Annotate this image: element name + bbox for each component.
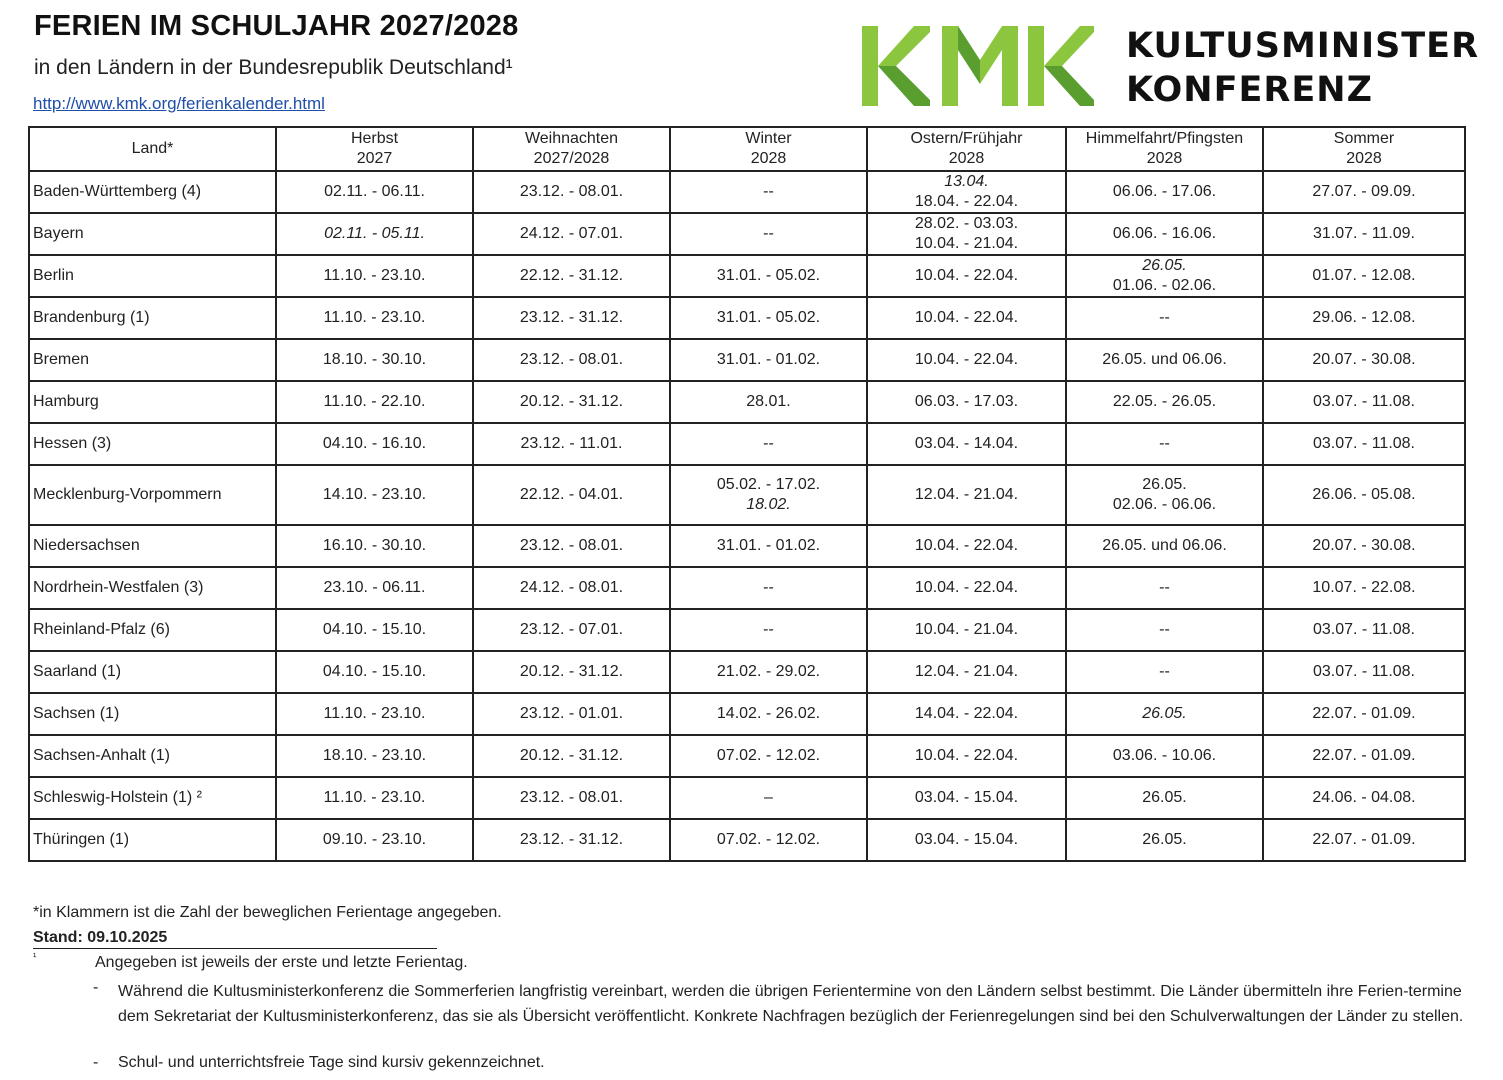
cell-pfingsten: 26.05. und 06.06. — [1066, 339, 1263, 381]
cell-winter: -- — [670, 213, 867, 255]
cell-sommer: 26.06. - 05.08. — [1263, 465, 1465, 525]
cell-ostern: 10.04. - 22.04. — [867, 297, 1066, 339]
cell-ostern: 13.04. 18.04. - 22.04. — [867, 171, 1066, 213]
table-row — [29, 525, 1465, 567]
cell-pfingsten: 06.06. - 17.06. — [1066, 171, 1263, 213]
cell-sommer: 22.07. - 01.09. — [1263, 693, 1465, 735]
header-herbst: Herbst 2027 — [276, 127, 473, 171]
cell-pfingsten: -- — [1066, 609, 1263, 651]
table-row — [29, 609, 1465, 651]
cell-ostern: 28.02. - 03.03. 10.04. - 21.04. — [867, 213, 1066, 255]
cell-ostern: 03.04. - 15.04. — [867, 819, 1066, 861]
cell-land: Baden-Württemberg (4) — [29, 171, 276, 213]
cell-winter: 31.01. - 05.02. — [670, 297, 867, 339]
header-pfingsten: Himmelfahrt/Pfingsten 2028 — [1066, 127, 1263, 171]
cell-herbst: 02.11. - 05.11. — [276, 213, 473, 255]
cell-weihnachten: 23.12. - 07.01. — [473, 609, 670, 651]
cell-winter: 05.02. - 17.02. 18.02. — [670, 465, 867, 525]
cell-herbst: 04.10. - 15.10. — [276, 609, 473, 651]
cell-ostern: 12.04. - 21.04. — [867, 651, 1066, 693]
cell-pfingsten: 06.06. - 16.06. — [1066, 213, 1263, 255]
cell-weihnachten: 22.12. - 04.01. — [473, 465, 670, 525]
cell-winter: 31.01. - 05.02. — [670, 255, 867, 297]
cell-herbst: 23.10. - 06.11. — [276, 567, 473, 609]
bullet-dash-1: - — [93, 979, 99, 996]
cell-winter: 07.02. - 12.02. — [670, 819, 867, 861]
header-land: Land* — [29, 127, 276, 171]
holiday-table — [28, 126, 1466, 862]
cell-pfingsten: -- — [1066, 297, 1263, 339]
cell-weihnachten: 23.12. - 31.12. — [473, 819, 670, 861]
table-row — [29, 381, 1465, 423]
cell-pfingsten: 26.05. — [1066, 777, 1263, 819]
footnote-bullet-1: Während die Kultusministerkonferenz die Sommerferien langfristig vereinbart, werden die übrigen Ferientermine von den Ländern selbst bestimmt. Die Länder übermitteln ihre Ferien-termine dem Sekretariat der Kultusministerkonferenz, das sie als Übersicht veröffentlicht. Konkrete Nachfragen bezüglich der Ferienregelungen sind bei den Schulverwaltungen der Länder zu stellen. — [118, 983, 1464, 1025]
cell-weihnachten: 23.12. - 08.01. — [473, 171, 670, 213]
cell-ostern: 12.04. - 21.04. — [867, 465, 1066, 525]
cell-winter: 31.01. - 01.02. — [670, 339, 867, 381]
cell-land: Schleswig-Holstein (1) ² — [29, 777, 276, 819]
cell-land: Sachsen-Anhalt (1) — [29, 735, 276, 777]
table-row — [29, 819, 1465, 861]
cell-land: Sachsen (1) — [29, 693, 276, 735]
cell-herbst: 18.10. - 23.10. — [276, 735, 473, 777]
cell-weihnachten: 23.12. - 31.12. — [473, 297, 670, 339]
cell-weihnachten: 23.12. - 11.01. — [473, 423, 670, 465]
cell-weihnachten: 23.12. - 08.01. — [473, 777, 670, 819]
cell-sommer: 20.07. - 30.08. — [1263, 525, 1465, 567]
cell-winter: 21.02. - 29.02. — [670, 651, 867, 693]
cell-weihnachten: 20.12. - 31.12. — [473, 651, 670, 693]
cell-winter: 28.01. — [670, 381, 867, 423]
cell-land: Bremen — [29, 339, 276, 381]
cell-sommer: 20.07. - 30.08. — [1263, 339, 1465, 381]
cell-pfingsten: 22.05. - 26.05. — [1066, 381, 1263, 423]
cell-sommer: 22.07. - 01.09. — [1263, 735, 1465, 777]
cell-sommer: 22.07. - 01.09. — [1263, 819, 1465, 861]
header-weihnachten: Weihnachten 2027/2028 — [473, 127, 670, 171]
cell-ostern: 10.04. - 22.04. — [867, 735, 1066, 777]
cell-herbst: 11.10. - 23.10. — [276, 693, 473, 735]
cell-land: Hessen (3) — [29, 423, 276, 465]
cell-ostern: 10.04. - 22.04. — [867, 567, 1066, 609]
cell-weihnachten: 24.12. - 07.01. — [473, 213, 670, 255]
cell-land: Hamburg — [29, 381, 276, 423]
cell-winter: -- — [670, 567, 867, 609]
cell-winter: – — [670, 777, 867, 819]
cell-ostern: 14.04. - 22.04. — [867, 693, 1066, 735]
cell-sommer: 01.07. - 12.08. — [1263, 255, 1465, 297]
table-row — [29, 651, 1465, 693]
cell-ostern: 10.04. - 22.04. — [867, 339, 1066, 381]
cell-herbst: 09.10. - 23.10. — [276, 819, 473, 861]
table-row — [29, 465, 1465, 525]
cell-winter: 07.02. - 12.02. — [670, 735, 867, 777]
cell-sommer: 31.07. - 11.09. — [1263, 213, 1465, 255]
cell-pfingsten: 26.05. und 06.06. — [1066, 525, 1263, 567]
table-row — [29, 339, 1465, 381]
cell-land: Niedersachsen — [29, 525, 276, 567]
kmk-logo-mark — [862, 26, 1094, 106]
cell-herbst: 02.11. - 06.11. — [276, 171, 473, 213]
cell-winter: 14.02. - 26.02. — [670, 693, 867, 735]
cell-pfingsten: -- — [1066, 567, 1263, 609]
cell-land: Mecklenburg-Vorpommern — [29, 465, 276, 525]
cell-sommer: 27.07. - 09.09. — [1263, 171, 1465, 213]
cell-herbst: 04.10. - 15.10. — [276, 651, 473, 693]
cell-herbst: 11.10. - 22.10. — [276, 381, 473, 423]
footnote-1-mark: ¹ — [33, 952, 37, 963]
cell-land: Thüringen (1) — [29, 819, 276, 861]
cell-ostern: 10.04. - 21.04. — [867, 609, 1066, 651]
cell-land: Brandenburg (1) — [29, 297, 276, 339]
cell-weihnachten: 24.12. - 08.01. — [473, 567, 670, 609]
cell-winter: -- — [670, 423, 867, 465]
page-title: FERIEN IM SCHULJAHR 2027/2028 — [34, 10, 519, 42]
table-row — [29, 693, 1465, 735]
cell-weihnachten: 23.12. - 08.01. — [473, 525, 670, 567]
cell-land: Nordrhein-Westfalen (3) — [29, 567, 276, 609]
cell-sommer: 03.07. - 11.08. — [1263, 651, 1465, 693]
cell-sommer: 03.07. - 11.08. — [1263, 381, 1465, 423]
table-row — [29, 255, 1465, 297]
stand-date: Stand: 09.10.2025 — [33, 929, 437, 949]
table-row — [29, 567, 1465, 609]
cell-ostern: 10.04. - 22.04. — [867, 525, 1066, 567]
cell-winter: 31.01. - 01.02. — [670, 525, 867, 567]
cell-weihnachten: 22.12. - 31.12. — [473, 255, 670, 297]
cell-pfingsten: -- — [1066, 651, 1263, 693]
kmk-logo — [862, 24, 1480, 110]
cell-ostern: 10.04. - 22.04. — [867, 255, 1066, 297]
bullet-dash-2: - — [93, 1054, 99, 1071]
table-row — [29, 297, 1465, 339]
header-ostern: Ostern/Frühjahr 2028 — [867, 127, 1066, 171]
cell-herbst: 16.10. - 30.10. — [276, 525, 473, 567]
header-sommer: Sommer 2028 — [1263, 127, 1465, 171]
cell-winter: -- — [670, 171, 867, 213]
table-row — [29, 171, 1465, 213]
footnote-bullet-2: Schul- und unterrichtsfreie Tage sind kursiv gekennzeichnet. — [118, 1054, 545, 1071]
header-winter: Winter 2028 — [670, 127, 867, 171]
cell-sommer: 29.06. - 12.08. — [1263, 297, 1465, 339]
cell-pfingsten: 26.05. — [1066, 819, 1263, 861]
cell-pfingsten: 26.05. 01.06. - 02.06. — [1066, 255, 1263, 297]
cell-herbst: 11.10. - 23.10. — [276, 777, 473, 819]
cell-ostern: 06.03. - 17.03. — [867, 381, 1066, 423]
cell-weihnachten: 23.12. - 08.01. — [473, 339, 670, 381]
table-row — [29, 213, 1465, 255]
table-row — [29, 777, 1465, 819]
cell-pfingsten: -- — [1066, 423, 1263, 465]
table-row — [29, 423, 1465, 465]
cell-pfingsten: 03.06. - 10.06. — [1066, 735, 1263, 777]
cell-weihnachten: 20.12. - 31.12. — [473, 735, 670, 777]
cell-ostern: 03.04. - 14.04. — [867, 423, 1066, 465]
cell-winter: -- — [670, 609, 867, 651]
cell-herbst: 11.10. - 23.10. — [276, 255, 473, 297]
cell-weihnachten: 20.12. - 31.12. — [473, 381, 670, 423]
cell-land: Bayern — [29, 213, 276, 255]
cell-herbst: 04.10. - 16.10. — [276, 423, 473, 465]
cell-herbst: 11.10. - 23.10. — [276, 297, 473, 339]
ferienkalender-link[interactable]: http://www.kmk.org/ferienkalender.html — [33, 94, 325, 113]
cell-weihnachten: 23.12. - 01.01. — [473, 693, 670, 735]
cell-herbst: 14.10. - 23.10. — [276, 465, 473, 525]
cell-sommer: 03.07. - 11.08. — [1263, 609, 1465, 651]
table-row — [29, 735, 1465, 777]
cell-land: Saarland (1) — [29, 651, 276, 693]
cell-pfingsten: 26.05. — [1066, 693, 1263, 735]
cell-pfingsten: 26.05. 02.06. - 06.06. — [1066, 465, 1263, 525]
cell-land: Berlin — [29, 255, 276, 297]
cell-herbst: 18.10. - 30.10. — [276, 339, 473, 381]
cell-land: Rheinland-Pfalz (6) — [29, 609, 276, 651]
logo-line-1: KULTUSMINISTER — [1126, 26, 1480, 66]
cell-sommer: 03.07. - 11.08. — [1263, 423, 1465, 465]
cell-sommer: 24.06. - 04.08. — [1263, 777, 1465, 819]
page-subtitle: in den Ländern in der Bundesrepublik Deutschland¹ — [34, 56, 513, 79]
logo-line-2: KONFERENZ — [1126, 70, 1373, 110]
cell-ostern: 03.04. - 15.04. — [867, 777, 1066, 819]
footnote-1: Angegeben ist jeweils der erste und letzte Ferientag. — [95, 954, 468, 971]
footnote-land: *in Klammern ist die Zahl der beweglichen Ferientage angegeben. — [33, 904, 502, 921]
table-header-row — [29, 127, 1465, 171]
cell-sommer: 10.07. - 22.08. — [1263, 567, 1465, 609]
